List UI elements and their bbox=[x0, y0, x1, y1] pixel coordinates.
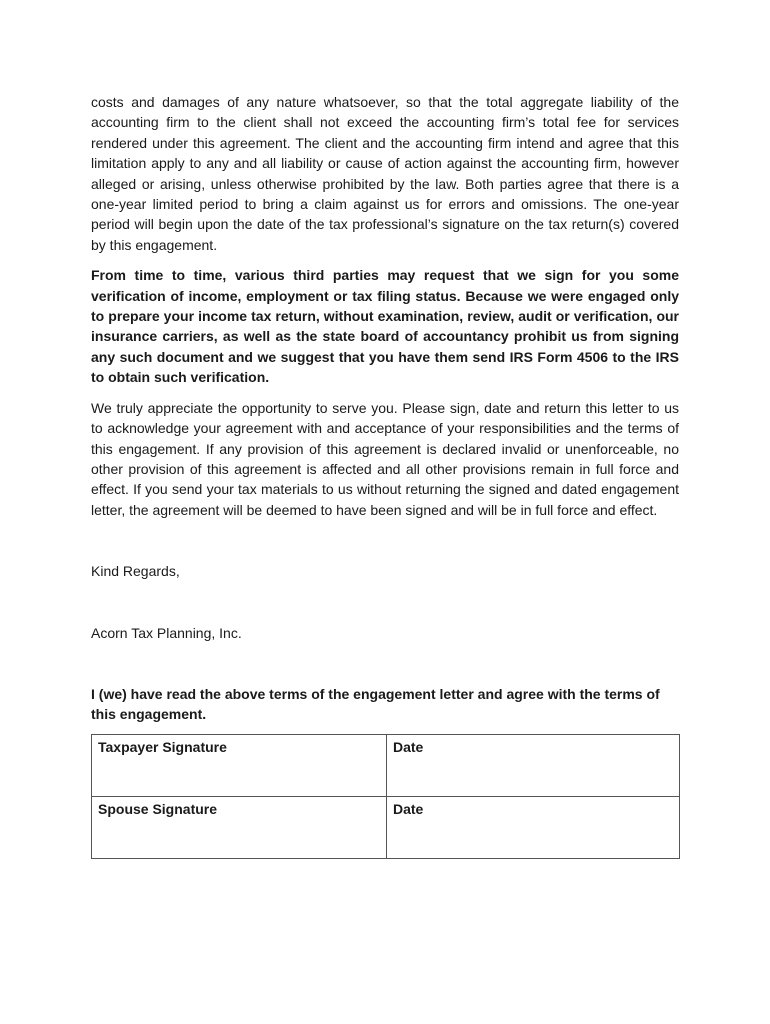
spouse-date-label: Date bbox=[393, 800, 424, 817]
signature-table bbox=[91, 734, 680, 859]
spouse-signature-label: Spouse Signature bbox=[98, 800, 218, 817]
liability-paragraph: costs and damages of any nature whatsoever, so that the total aggregate liability of the accounting firm to the client shall not exceed the accounting firm’s total fee for services rendered under this agreement. The client and the accounting firm intend and agree that this limitation apply to any and all liability or cause of action against the accounting firm, however alleged or arising, unless otherwise prohibited by the law. Both parties agree that there is a one-year limited period to bring a claim against us for errors and omissions. The one-year period will begin upon the date of the tax professional’s signature on the tax return(s) covered by this engagement. bbox=[91, 94, 679, 253]
taxpayer-signature-row bbox=[92, 734, 680, 796]
taxpayer-signature-field[interactable] bbox=[92, 734, 387, 796]
acknowledgement-statement: I (we) have read the above terms of the engagement letter and agree with the terms of this engagement. bbox=[91, 685, 660, 723]
taxpayer-date-label: Date bbox=[393, 738, 424, 755]
verification-paragraph: From time to time, various third parties may request that we sign for you some verification of income, employment or tax filing status. Because we were engaged only to prepare your income tax return, without examination, review, audit or verification, our insurance carriers, as well as the state board of accountancy prohibit us from signing any such document and we suggest that you have them send IRS Form 4506 to the IRS to obtain such verification. bbox=[91, 267, 679, 386]
company-name: Acorn Tax Planning, Inc. bbox=[91, 624, 242, 641]
taxpayer-signature-label: Taxpayer Signature bbox=[98, 738, 227, 755]
spouse-signature-row bbox=[92, 796, 680, 858]
taxpayer-date-field[interactable] bbox=[387, 734, 680, 796]
spouse-signature-field[interactable] bbox=[92, 796, 387, 858]
closing-salutation: Kind Regards, bbox=[91, 563, 180, 580]
spouse-date-field[interactable] bbox=[387, 796, 680, 858]
letter-page bbox=[91, 92, 679, 859]
appreciation-paragraph: We truly appreciate the opportunity to serve you. Please sign, date and return this letter to us to acknowledge your agreement with and acceptance of your responsibilities and the terms of this engagement. If any provision of this agreement is declared invalid or unenforceable, no other provision of this agreement is affected and all other provisions remain in full force and effect. If you send your tax materials to us without returning the signed and dated engagement letter, the agreement will be deemed to have been signed and will be in full force and effect. bbox=[91, 399, 679, 518]
